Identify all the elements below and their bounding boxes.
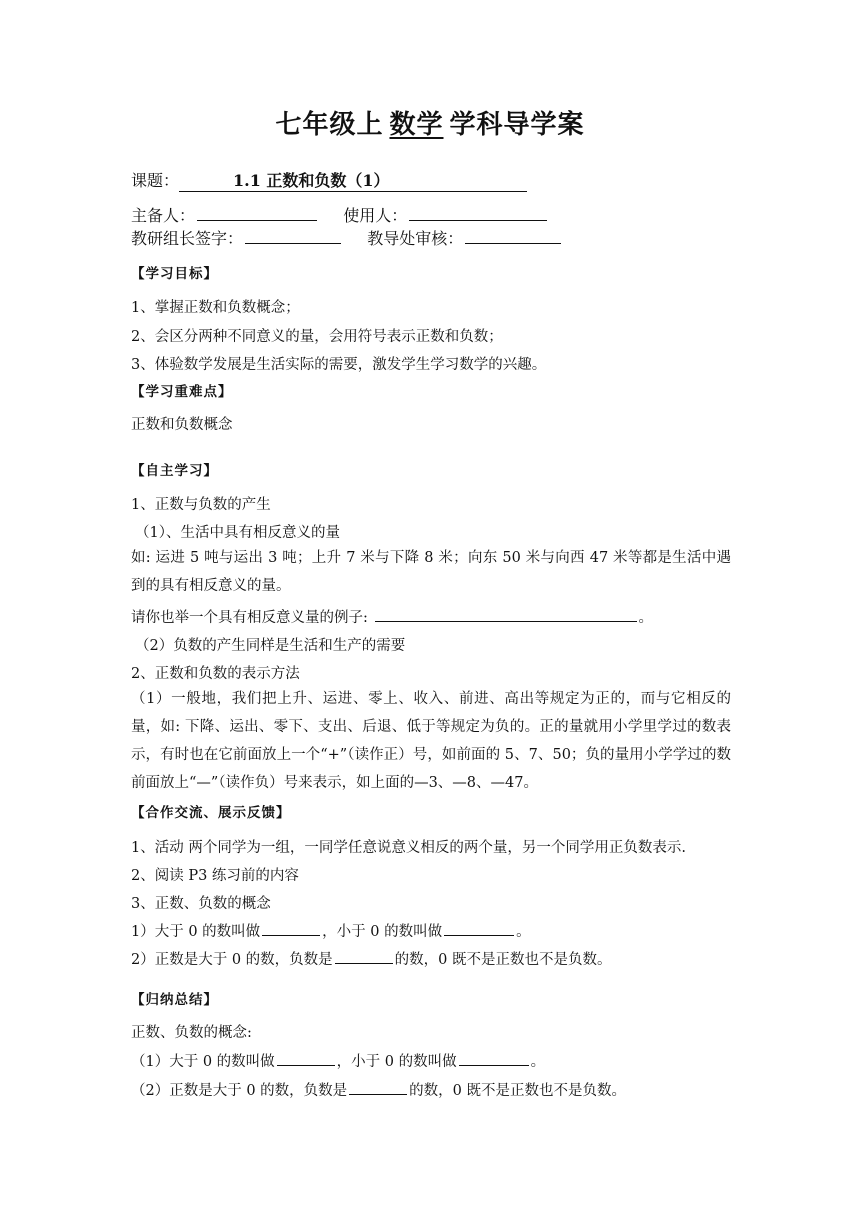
- question-text: 1）大于 0 的数叫做: [131, 924, 261, 940]
- page-title: [0, 104, 860, 141]
- summary-intro: 正数、负数的概念:: [131, 1025, 252, 1041]
- answer-blank[interactable]: [459, 1051, 529, 1066]
- preparer-label: 主备人：: [131, 206, 196, 225]
- answer-blank[interactable]: [349, 1080, 407, 1095]
- topic-row: [131, 168, 527, 192]
- title-prefix: 七年级上: [275, 110, 384, 140]
- title-suffix: 学科导学案: [449, 110, 585, 140]
- question-text: 的数，0 既不是正数也不是负数。: [409, 1083, 627, 1099]
- review-row: [131, 226, 563, 249]
- goal-item: 3、体验数学发展是生活实际的需要，激发学生学习数学的兴趣。: [131, 357, 547, 373]
- answer-blank[interactable]: [335, 949, 393, 964]
- question-text: 的数，0 既不是正数也不是负数。: [394, 952, 612, 968]
- summary-heading: 【归纳总结】: [131, 992, 218, 1008]
- topic-label: 课题：: [131, 171, 180, 190]
- subsection-title: （2）负数的产生同样是生活和生产的需要: [135, 638, 406, 654]
- goal-item: 1、掌握正数和负数概念；: [131, 300, 300, 316]
- concept-question-2: [131, 948, 612, 969]
- title-subject: 数学: [389, 110, 444, 140]
- answer-blank[interactable]: [444, 921, 514, 936]
- representation-paragraph: （1）一般地，我们把上升、运进、零上、收入、前进、高出等规定为正的，而与它相反的量，如: 下降、运出、零下、支出、后退、低于等规定为负的。正的量就用小学里学过的数表示，有时也在它前面放上一个“+”（读作正）号，如前面的 5、7、50；负的量用小学学过的数前面放上“—”（读作负）号来表示，如上面的—3、—8、—47。: [131, 691, 731, 791]
- section-title: 1、正数与负数的产生: [131, 497, 271, 513]
- question-text: 。: [530, 1054, 546, 1070]
- example-prompt-row: [131, 606, 653, 627]
- preparer-row: [131, 203, 549, 226]
- cooperation-heading: 【合作交流、展示反馈】: [131, 805, 291, 821]
- topic-value: 1.1 正数和负数（1）: [179, 168, 527, 192]
- example-answer-blank[interactable]: [375, 607, 637, 622]
- answer-blank[interactable]: [262, 921, 320, 936]
- section-title: 2、正数和负数的表示方法: [131, 666, 300, 682]
- preparer-blank[interactable]: [197, 206, 317, 221]
- goal-item: 2、会区分两种不同意义的量，会用符号表示正数和负数；: [131, 329, 503, 345]
- question-text: （2）正数是大于 0 的数，负数是: [131, 1083, 348, 1099]
- subsection-title: （1）、生活中具有相反意义的量: [135, 525, 340, 541]
- leader-sign-label: 教研组长签字：: [131, 229, 244, 248]
- goals-heading: 【学习目标】: [131, 266, 218, 282]
- answer-blank[interactable]: [277, 1051, 335, 1066]
- concept-item: 3、正数、负数的概念: [131, 896, 271, 912]
- summary-question-1: [131, 1050, 545, 1071]
- concept-question-1: [131, 920, 531, 941]
- question-text: 。: [516, 924, 531, 940]
- summary-question-2: [131, 1079, 626, 1100]
- self-study-heading: 【自主学习】: [131, 463, 218, 479]
- question-text: 2）正数是大于 0 的数，负数是: [131, 952, 333, 968]
- example-prompt: 请你也举一个具有相反意义量的例子:: [131, 610, 368, 626]
- keypoints-text: 正数和负数概念: [131, 417, 233, 433]
- activity-item: 1、活动 两个同学为一组，一同学任意说意义相反的两个量，另一个同学用正负数表示.: [131, 840, 686, 856]
- office-review-blank[interactable]: [465, 229, 561, 244]
- user-label: 使用人：: [343, 206, 408, 225]
- office-review-label: 教导处审核：: [367, 229, 464, 248]
- question-text: ，小于 0 的数叫做: [336, 1054, 457, 1070]
- leader-sign-blank[interactable]: [245, 229, 341, 244]
- user-blank[interactable]: [409, 206, 547, 221]
- question-text: ，小于 0 的数叫做: [322, 924, 443, 940]
- example-paragraph: 如: 运进 5 吨与运出 3 吨；上升 7 米与下降 8 米；向东 50 米与向西 47 米等都是生活中遇到的具有相反意义的量。: [131, 550, 731, 594]
- question-text: （1）大于 0 的数叫做: [131, 1054, 275, 1070]
- example-prompt-end: 。: [638, 610, 653, 626]
- keypoints-heading: 【学习重难点】: [131, 384, 233, 400]
- reading-item: 2、阅读 P3 练习前的内容: [131, 868, 299, 884]
